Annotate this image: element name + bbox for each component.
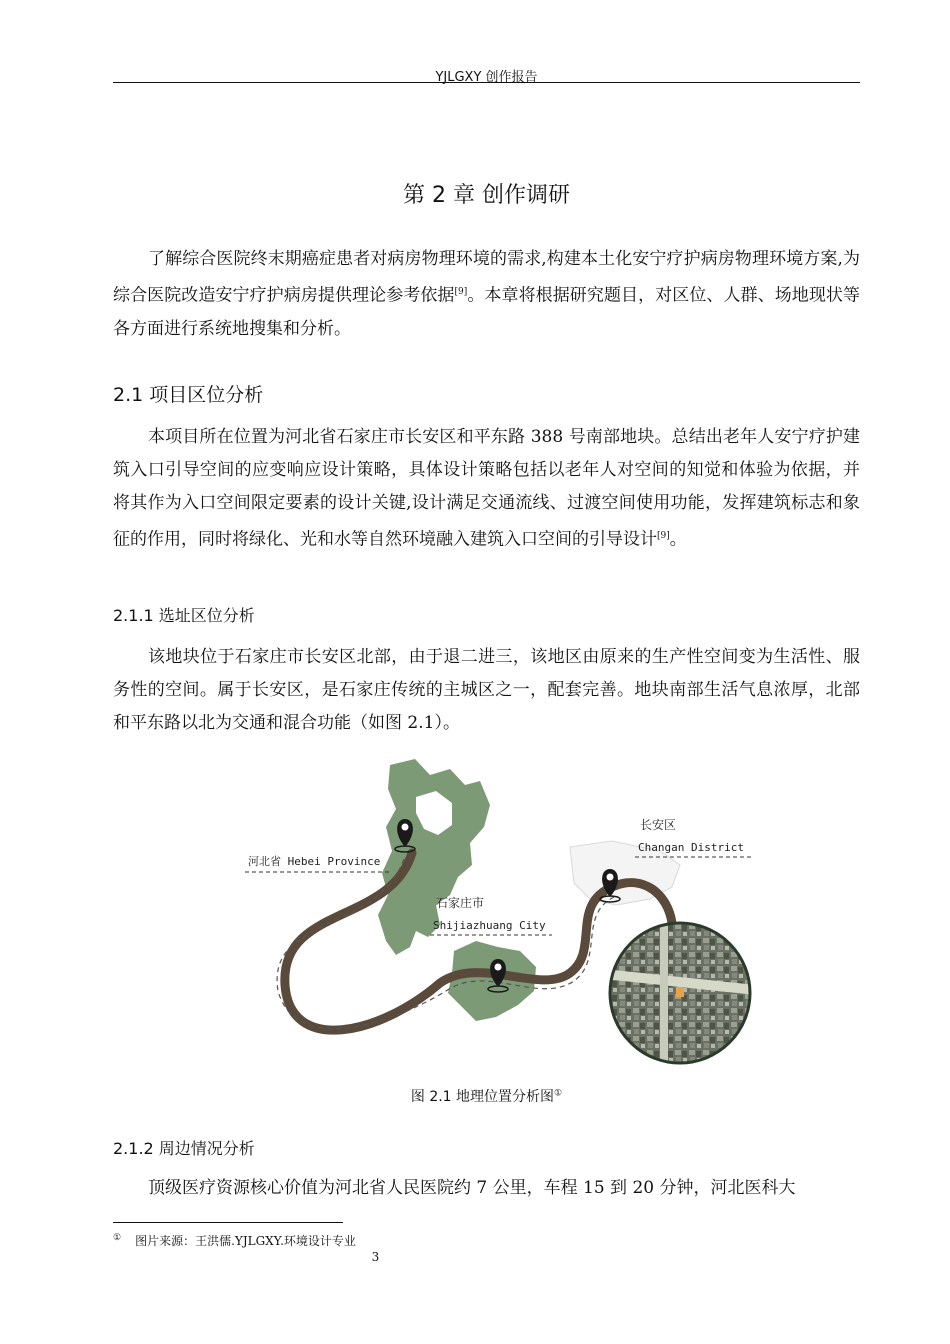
label-shijiazhuang-en: Shijiazhuang City <box>433 919 546 932</box>
section-2-1-paragraph <box>113 421 860 557</box>
footnote-rule <box>113 1222 343 1223</box>
label-hebei: 河北省 Hebei Province <box>248 855 381 868</box>
figure-caption-text: 图 2.1 地理位置分析图 <box>410 1089 555 1105</box>
section-heading-2-1-1: 2.1.1 选址区位分析 <box>113 606 255 625</box>
chapter-title: 第 2 章 创作调研 <box>403 183 570 208</box>
section-2-1-2-paragraph: 顶级医疗资源核心价值为河北省人民医院约 7 公里，车程 15 到 20 分钟，河北医科大 <box>148 1178 796 1198</box>
footnote-text: 图片来源：王洪儒.YJLGXY.环境设计专业 <box>135 1234 356 1248</box>
citation: [9] <box>657 531 670 541</box>
citation: [9] <box>454 287 468 297</box>
section-heading-2-1-2: 2.1.2 周边情况分析 <box>113 1139 255 1158</box>
page-number: 3 <box>371 1250 380 1264</box>
aerial-photo <box>600 915 760 1070</box>
page-header: YJLGXY 创作报告 <box>435 70 538 85</box>
intro-text: 了解综合医院终末期癌症患者对病房物理环境的需求,构建本土化安宁疗护病房物理环境方案,为综合医院改造安宁疗护病房提供理论参考依据 <box>113 249 860 306</box>
figure-caption <box>113 1086 860 1106</box>
section-2-1-text: 本项目所在位置为河北省石家庄市长安区和平东路 388 号南部地块。总结出老年人安宁疗护建筑入口引导空间的应变响应设计策略，具体设计策略包括以老年人对空间的知觉和体验为依据，并将其作为入口空间限定要素的设计关键,设计满足交通流线、过渡空间使用功能，发挥建筑标志和象征的作用，同时将绿化、光和水等自然环境融入建筑入口空间的引导设计 <box>113 427 860 550</box>
figure-caption-mark: ① <box>554 1088 563 1099</box>
label-changan-cn: 长安区 <box>640 818 677 832</box>
footnote-mark: ① <box>113 1233 122 1243</box>
header-rule <box>113 82 860 83</box>
section-2-1-text-after: 。 <box>669 529 687 550</box>
intro-text-after: 。本章将根据研究题目，对区位、人群、场地现状等各方面进行系统地搜集和分析。 <box>113 285 861 339</box>
intro-paragraph <box>113 243 860 346</box>
label-shijiazhuang-cn: 石家庄市 <box>436 896 485 910</box>
label-changan-en: Changan District <box>638 841 744 854</box>
section-heading-2-1: 2.1 项目区位分析 <box>113 384 264 406</box>
section-2-1-1-paragraph: 该地块位于石家庄市长安区北部，由于退二进三，该地区由原来的生产性空间变为生活性、服务性的空间。属于长安区，是石家庄传统的主城区之一，配套完善。地块南部生活气息浓厚，北部和平东路以北为交通和混合功能（如图 2.1）。 <box>113 647 860 733</box>
location-map-figure <box>240 755 760 1070</box>
footnote <box>113 1232 356 1249</box>
location-map-graphic <box>240 755 760 1070</box>
